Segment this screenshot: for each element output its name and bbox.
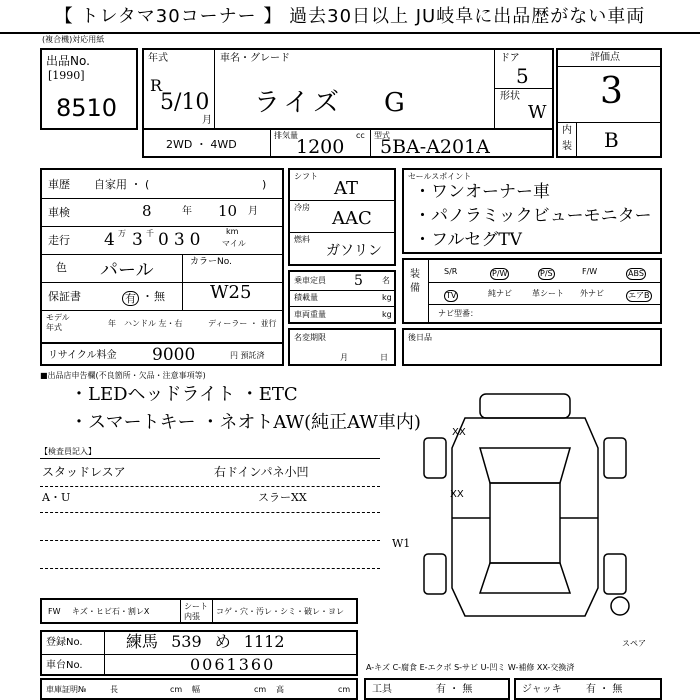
capacity-unit: 名 [382,276,390,285]
equip-airbag: エアB [628,291,650,300]
reg-change-label: 名変期限 [294,333,326,342]
equipment-side-1: 装 [410,269,420,280]
equip-abs: ABS [628,269,644,278]
displacement-value: 1200 [296,136,345,158]
weight-unit: kg [382,310,392,319]
banner-title: 【 トレタマ30コーナー 】 過去30日以上 JU岐阜に出品歴がない車両 [0,0,700,34]
equip-navi: 純ナビ [488,289,512,298]
cert-len-unit: cm [170,685,183,694]
capacity-box [288,270,396,324]
doors-value: 5 [516,64,529,88]
equipment-side-2: 備 [410,283,420,294]
model-type-label: 型式 [374,131,390,140]
interior-label-1: 内 [562,125,572,136]
sales-point-1-text: ワンオーナー車 [431,182,550,202]
jack-label: ジャッキ [522,684,562,695]
cert-width-unit: cm [254,685,267,694]
mileage-unit-km: km [226,227,239,236]
history-close: ) [262,178,267,191]
inspector-note-2: 右ドインパネ小凹 [214,465,309,479]
car-diagram [410,388,636,628]
model-row-handle: ハンドル 左・右 [124,319,183,328]
recycle-unit: 円 預託済 [230,351,265,360]
model-row-label-2: 年式 [46,323,62,332]
inspector-note-1: スタッドレスア [42,465,126,479]
interior-label-2: 装 [562,141,572,152]
sales-point-2-text: パノラミックビューモニター [431,206,652,226]
cert-len: 長 [110,685,118,694]
displacement-label: 排気量 [274,131,298,140]
reg-change-box [288,328,396,366]
equip-tv: TV [446,291,457,300]
model-row-label-1: モデル [46,313,70,322]
car-name-value: ライズ [254,88,343,118]
equip-sr: S/R [444,267,458,276]
diagram-mark-front: XX [452,427,466,438]
warranty-sep: ・ [142,290,153,303]
diagram-cabin [490,483,560,563]
model-type-value: 5BA-A201A [380,136,490,158]
equip-pw: P/W [492,269,508,278]
fw-label: FW [48,607,61,616]
fuel-value: ガソリン [326,243,382,259]
color-label: 色 [56,261,67,274]
chassis-label: 車台No. [46,660,83,671]
model-row-year-unit: 年 [108,319,116,328]
fw-items: キズ・ヒビ石・割レX [72,607,150,616]
lot-label: 出品No. [46,54,90,68]
header-note: (複合機)対応用紙 [42,35,105,44]
history-options: 自家用 ・ ( [94,178,150,191]
cert-row [40,678,358,700]
inspection-month-unit: 月 [248,206,258,217]
weight-label: 車両重量 [294,310,326,319]
model-year-era: R [150,76,163,95]
inspection-month: 10 [218,202,238,220]
diagram-wheel-rr [604,554,626,594]
inspector-note-3: A・U [42,491,71,504]
mileage-sen: 3 [132,230,143,250]
inspection-year-unit: 年 [182,206,192,217]
recycle-row [40,342,284,366]
engine-row [142,128,554,158]
damage-legend: A-キズ C-腐食 E-エクボ S-サビ U-凹ミ W-補修 XX-交換済 [366,663,575,672]
equip-ext-navi: 外ナビ [580,289,604,298]
declaration-label: ■出品店申告欄(不良箇所・欠品・注意事項等) [40,371,206,380]
inspection-year: 8 [142,202,152,220]
registration-box [40,630,358,676]
sales-point-1: ・ワンオーナー車 [414,182,550,202]
aircon-value: AAC [332,208,372,229]
sales-points-label: セールスポイント [408,172,472,181]
capacity-label: 乗車定員 [294,276,326,285]
fw-seat-2: 内張 [184,612,200,621]
equip-navi-model: ナビ型番： [438,309,478,318]
cert-height: 高 [276,685,284,694]
car-info-box [142,48,554,130]
registration-label: 登録No. [46,637,83,648]
equip-ps: P/S [540,269,553,278]
diagram-mark-side: W1 [392,537,411,550]
mileage-label: 走行 [48,234,70,247]
vehicle-details [40,168,284,344]
equip-fw: F/W [582,267,598,276]
capacity-value: 5 [354,273,363,289]
reg-change-month: 月 [340,353,348,362]
cert-height-unit: cm [338,685,351,694]
equipment-box [402,258,662,324]
sales-point-3-text: フルセグTV [431,230,522,250]
diagram-roof [480,394,570,418]
lot-number: 8510 [56,94,118,122]
score-box [556,48,662,158]
mileage-man: 4 [104,230,115,250]
doors-label: ドア [500,53,520,64]
color-code-value: W25 [210,282,252,303]
jack-box [514,678,662,700]
diagram-rear-window [480,563,570,593]
diagram-wheel-fr [604,438,626,478]
body-shape-value: W [528,102,547,123]
model-year-unit: 月 [202,115,212,126]
sales-point-2: ・パノラミックビューモニター [414,206,652,226]
car-grade-value: G [384,88,405,118]
diagram-windshield [480,448,570,483]
drive-label: 2WD ・ 4WD [166,138,237,151]
model-year-label: 年式 [148,53,168,64]
mileage-unit-mile: マイル [222,239,246,248]
tools-box [364,678,510,700]
diagram-spare-label: スペア [622,639,646,648]
inspector-note-4: スラーXX [258,491,307,504]
shift-label: シフト [294,172,318,181]
color-value: パール [100,260,154,281]
displacement-unit: cc [356,131,365,140]
reg-change-day: 日 [380,353,388,362]
diagram-spare [611,597,629,615]
inspection-label: 車検 [48,206,70,219]
score-value: 3 [600,71,623,112]
cert-width: 幅 [192,685,200,694]
chassis-value: 0061360 [190,655,276,674]
fw-row [40,598,358,624]
registration-value: 練馬 539 め 1112 [126,632,285,651]
car-name-label: 車名・グレード [220,53,290,64]
jack-value: 有 ・ 無 [586,684,623,695]
inspector-label: 【検査員記入】 [40,447,96,456]
cert-label: 車庫証明№ [46,685,87,694]
color-code-label: カラーNo. [190,257,232,267]
recycle-label: リサイクル料金 [48,350,117,361]
lot-year-code: [1990] [48,69,85,82]
fw-seat-1: シート [184,602,208,611]
diagram-wheel-fl [424,438,446,478]
aircon-label: 冷房 [294,203,310,212]
fw-seat-items: コゲ・穴・汚レ・シミ・破レ・ヨレ [216,607,344,616]
history-label: 車歴 [48,178,70,191]
declaration-line2: ・スマートキー ・ネオトAW(純正AW車内) [70,412,421,433]
model-row-dealer: ディーラー ・ 並行 [208,319,277,328]
diagram-wheel-rl [424,554,446,594]
after-box [402,328,662,366]
tools-label: 工具 [372,684,392,695]
tools-value: 有 ・ 無 [436,684,473,695]
model-year-value: 5/10 [160,90,210,115]
after-label: 後日品 [408,333,432,342]
warranty-yes: 有 [122,291,139,306]
spec-box [288,168,396,266]
diagram-mark-inner: XX [450,489,464,500]
declaration-line1: ・LEDヘッドライト ・ETC [70,384,298,405]
mileage-rest: 030 [158,230,206,250]
load-unit: kg [382,293,392,302]
sales-point-3: ・フルセグTV [414,230,522,250]
equip-leather: 革シート [532,289,564,298]
body-shape-label: 形状 [500,91,520,102]
interior-value: B [604,128,619,152]
lot-box [40,48,138,130]
recycle-value: 9000 [152,345,196,365]
sales-points-box [402,168,662,254]
mileage-man-unit: 万 [118,229,126,238]
load-label: 積載量 [294,293,318,302]
shift-value: AT [334,178,359,199]
warranty-label: 保証書 [48,290,81,303]
score-label: 評価点 [590,52,620,63]
mileage-sen-unit: 千 [146,229,154,238]
warranty-no: 無 [154,290,165,303]
fuel-label: 燃料 [294,235,310,244]
